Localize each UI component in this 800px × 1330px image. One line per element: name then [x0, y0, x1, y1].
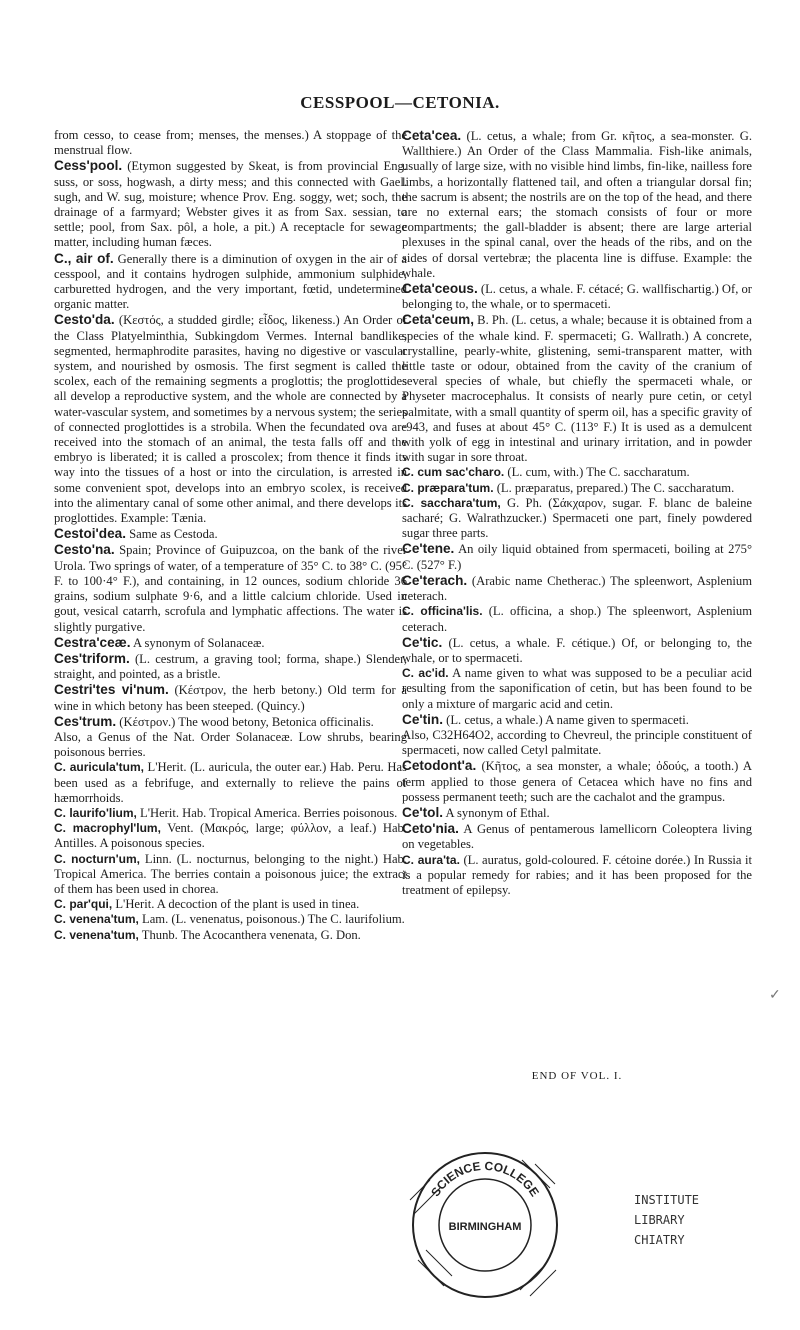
library-stamp [400, 1140, 570, 1310]
entry-text: L'Herit. A decoction of the plant is used in tinea. [112, 897, 360, 912]
entry-text: L'Herit. (L. auricula, the outer ear.) Hab. Peru. Has been used as a febrifuge, and externally to relieve the pains of hæmorrhoids. [54, 760, 407, 805]
entry-headword: Ceta'ceous. [402, 281, 478, 297]
entry-headword: C. cum sac'charo. [402, 465, 505, 480]
stamp-outer-text: SCIENCE COLLEGE [428, 1158, 542, 1200]
dictionary-entry [54, 526, 407, 542]
dictionary-entry [54, 542, 407, 634]
dictionary-entry [402, 465, 752, 480]
dictionary-entry [402, 541, 752, 572]
dictionary-entry [54, 251, 407, 313]
dictionary-entry [402, 712, 752, 728]
entry-headword: C. par'qui, [54, 897, 113, 912]
entry-headword: C. aura'ta. [402, 852, 460, 867]
entry-headword: C. laurifo'lium, [54, 805, 137, 820]
dictionary-entry [402, 805, 752, 821]
entry-text: (L. cestrum, a graving tool; forma, shape.) Slender, straight, and pointed, as a bristle. [54, 651, 407, 682]
entry-text: (Κέστρον.) The wood betony, Betonica officinalis. [116, 714, 374, 729]
entry-headword: C. sacchara'tum, [402, 495, 501, 510]
entry-text: from cesso, to cease from; menses, the menses.) A stoppage of the menstrual flow. [54, 128, 407, 158]
entry-text: (L. cetus, a whale.) A name given to spermaceti. [443, 712, 689, 727]
dictionary-entry [54, 852, 407, 898]
dictionary-entry [402, 604, 752, 634]
entry-headword: Ceta'cea. [402, 128, 462, 143]
stamp-inner-text: BIRMINGHAM [448, 1221, 522, 1233]
entry-headword: C. officina'lis. [402, 604, 483, 619]
dictionary-entry [402, 128, 752, 281]
dictionary-entry [54, 682, 407, 713]
entry-text: A name given to what was supposed to be a peculiar acid resulting from the saponification of cetin, but has been found to be only a mixture of margaric acid and cetin. [402, 666, 752, 711]
entry-headword: Cestra'ceæ. [54, 634, 131, 650]
entry-headword: C. auricula'tum, [54, 760, 144, 775]
dictionary-entry [54, 651, 407, 682]
entry-text: A synonym of Solanaceæ. [130, 635, 265, 650]
entry-headword: Ce'tol. [402, 804, 443, 820]
entry-headword: Cess'pool. [54, 158, 123, 174]
entry-text: (Arabic name Chetherac.) The spleenwort, Asplenium ceterach. [402, 573, 752, 604]
dictionary-entry [402, 573, 752, 604]
dictionary-entry [402, 728, 752, 758]
dictionary-entry [54, 897, 407, 912]
hand-note-line: CHIATRY [634, 1233, 685, 1247]
entry-text: Linn. (L. nocturnus, belonging to the night.) Hab. Tropical America. The berries contain a poisonous juice; the extract of them has been used in chorea. [54, 851, 407, 896]
dictionary-entry [402, 635, 752, 666]
hand-note-line: LIBRARY [634, 1213, 685, 1227]
running-head: CESSPOOL—CETONIA. [300, 93, 500, 112]
entry-text: Generally there is a diminution of oxygen in the air of a cesspool, and it contains hydrogen sulphide, ammonium sulphide, carburetted hydrogen, and the very important, fœtid, undetermined organic matter. [54, 251, 407, 312]
dictionary-entry [402, 281, 752, 312]
dictionary-entry [54, 635, 407, 651]
margin-tick-mark: ✓ [769, 988, 781, 1003]
entry-headword: C. venena'tum, [54, 927, 139, 942]
entry-headword: C. nocturn'um, [54, 851, 140, 866]
dictionary-entry [402, 312, 752, 465]
entry-headword: Cesto'da. [54, 312, 115, 328]
library-stamp-graphic [400, 1140, 570, 1310]
entry-text: (Κεστός, a studded girdle; εἶδος, likeness.) An Order of the Class Platyelminthia, Subkingdom Vermes. Internal bandlike, segmented, hermaphrodite parasites, having no digestive or vascular system, and nourished by osmosis. The first segment is called the scolex, each of the remaining segments a proglottis; the proglottides all develop a reproductive system, and the whole are connected by a water-vascular system, and sometimes by a nervous system; the series of connected proglottides is a strobila. When the fecundated ova are received into the stomach of an animal, the testa falls off and the embryo is liberated; it is called a proscolex; from thence it finds its way into the tissues of a host or into the circulation, is arrested in some convenient spot, develops into an embryo scolex, is received into the alimentary canal of some other animal, and there develops its proglottides. Example: Tænia. [54, 313, 407, 526]
right-column [402, 128, 752, 898]
entry-text: (Κῆτος, a sea monster, a whale; ὀδούς, a tooth.) A term applied to those genera of Cetacea which have no fins and possess permanent teeth; such are the cachalot and the grampus. [402, 759, 752, 804]
entry-headword: Ce'tin. [402, 711, 443, 727]
entry-text: G. Ph. (Σάκχαρον, sugar. F. blanc de baleine sacharé; G. Walrathzucker.) Spermaceti one part, finely powdered sugar three parts. [402, 495, 753, 541]
dictionary-entry [54, 714, 407, 730]
entry-text: Vent. (Μακρός, large; φύλλον, a leaf.) Hab. Antilles. A poisonous species. [54, 821, 407, 851]
dictionary-entry [54, 806, 407, 821]
entry-text: L'Herit. Hab. Tropical America. Berries poisonous. [136, 805, 398, 820]
entry-text: (L. cetus, a whale. F. cétique.) Of, or belonging to, the whale, or to spermaceti. [402, 635, 752, 665]
entry-text: (L. auratus, gold-coloured. F. cétoine dorée.) In Russia it is a popular remedy for rabies; and it has been proposed for the treatment of epilepsy. [402, 852, 752, 897]
dictionary-entry [54, 760, 407, 806]
entry-text: (L. cetus, a whale; from Gr. κῆτος, a sea-monster. G. Wallthiere.) An Order of the Class Mammalia. Fish-like animals, usually of large size, with no visible hind limbs, fin-like, nailless fore limbs, a horizontally flattened tail, and often a triangular dorsal fin; the sacrum is absent; the nostrils are on the top of the head, and there are no external ears; the stomach consists of four or more compartments; the gall-bladder is absent; there are large arterial plexuses in the spinal canal, over the heads of the ribs, and on the sides of dorsal vertebræ; the placenta line is diffuse. Example: the whale. [402, 129, 752, 280]
dictionary-entry [402, 496, 752, 542]
dictionary-entry [402, 821, 752, 852]
dictionary-entry [402, 758, 752, 805]
entry-text: (L. cetus, a whale. F. cétacé; G. wallfischartig.) Of, or belonging to, the whale, or to spermaceti. [402, 282, 752, 312]
entry-text: A synonym of Ethal. [443, 805, 550, 820]
dictionary-entry [402, 481, 752, 496]
entry-text: (L. præparatus, prepared.) The C. saccharatum. [493, 480, 735, 495]
entry-headword: Ce'tic. [402, 634, 443, 650]
entry-headword: Ces'trum. [54, 713, 117, 729]
entry-text: (Κέστρον, the herb betony.) Old term for a wine in which betony has been steeped. (Quincy.) [54, 683, 407, 713]
entry-headword: Ces'triform. [54, 650, 130, 666]
entry-text: An oily liquid obtained from spermaceti, boiling at 275° C. (527° F.) [402, 542, 752, 572]
entry-headword: Ceto'nia. [402, 821, 459, 837]
entry-headword: C. ac'id. [402, 666, 449, 681]
entry-headword: C. macrophyl'lum, [54, 821, 161, 836]
entry-text: Spain; Province of Guipuzcoa, on the bank of the river Urola. Two springs of water, of a temperature of 35° C. to 38° C. (95° F. to 100·4° F.), and containing, in 12 ounces, sodium chloride 36 grains, sodium sulphate 9·6, and a little calcium chloride. Used in gout, vesical catarrh, scrofula and lymphatic affections. The water is slightly purgative. [54, 543, 407, 634]
entry-text: Same as Cestoda. [125, 527, 218, 542]
entry-text: Also, C32H64O2, according to Chevreul, the principle constituent of spermaceti, now called Cetyl palmitate. [402, 727, 752, 758]
handwritten-library-note [634, 1190, 744, 1250]
entry-text: (L. cum, with.) The C. saccharatum. [504, 465, 690, 480]
entry-text: Also, a Genus of the Nat. Order Solanaceæ. Low shrubs, bearing poisonous berries. [54, 729, 407, 760]
entry-headword: C., air of. [54, 250, 114, 266]
entry-text: (Etymon suggested by Skeat, is from provincial Eng. suss, or soss, hogwash, a dirty mess; and this connected with Gael. sugh, and W. sug, moisture; whence Prov. Eng. soggy, wet; soch, the drainage of a farmyard; Webster gives it as from Sax. sessian, to settle; pool, from Sax. pôl, a hole, a pit.) A receptacle for sewage matter, including human fæces. [54, 159, 407, 250]
dictionary-entry [54, 821, 407, 851]
entry-text: A Genus of pentamerous lamellicorn Coleoptera living on vegetables. [402, 822, 752, 852]
dictionary-entry [54, 312, 407, 526]
entry-text: Lam. (L. venenatus, poisonous.) The C. laurifolium. [138, 912, 405, 927]
end-of-volume-note: END OF VOL. I. [531, 1070, 623, 1082]
entry-headword: C. præpara'tum. [402, 480, 494, 495]
entry-headword: Ce'terach. [402, 572, 468, 588]
dictionary-entry [54, 912, 407, 927]
entry-headword: C. venena'tum, [54, 912, 139, 927]
entry-text: B. Ph. (L. cetus, a whale; because it is obtained from a species of the whale kind. F. spermaceti; G. Wallrath.) A concrete, crystalline, pearly-white, glistening, semi-transparent matter, with little taste or odour, obtained from the cavity of the cranium of several species of whale, but chiefly the spermaceti whale, or Physeter macrocephalus. It consists of nearly pure cetin, or cetyl palmitate, with a small quantity of sperm oil, has a specific gravity of ·943, and fuses at about 45° C. (113° F.) It is used as a demulcent with yolk of egg in intestinal and urinary irritation, and in powder with sugar in sore throat. [402, 313, 752, 465]
entry-headword: Ce'tene. [402, 541, 455, 557]
hand-note-line: INSTITUTE [634, 1193, 700, 1207]
entry-headword: Ceta'ceum, [402, 312, 474, 328]
entry-headword: Cestoi'dea. [54, 526, 126, 542]
dictionary-entry [54, 928, 407, 943]
entry-headword: Cetodont'a. [402, 758, 477, 774]
dictionary-entry [402, 666, 752, 712]
entry-text: Thunb. The Acocanthera venenata, G. Don. [138, 927, 361, 942]
entry-text: (L. officina, a shop.) The spleenwort, Asplenium ceterach. [402, 604, 752, 634]
dictionary-entry [54, 158, 407, 250]
dictionary-entry [54, 128, 407, 158]
left-column [54, 128, 407, 943]
dictionary-entry [54, 730, 407, 760]
entry-headword: Cesto'na. [54, 542, 115, 558]
dictionary-entry [402, 853, 752, 899]
entry-headword: Cestri'tes vi'num. [54, 682, 169, 698]
